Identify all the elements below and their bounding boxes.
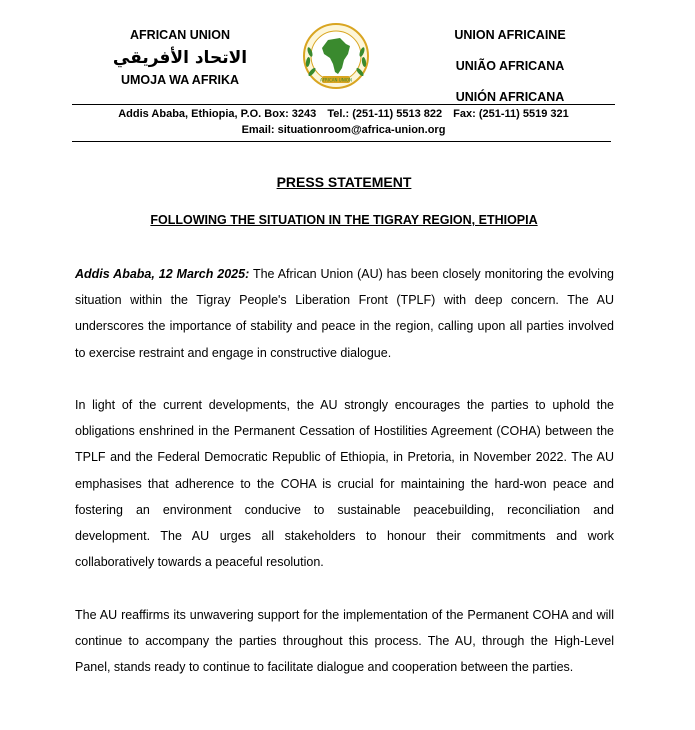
african-union-emblem-icon: [302, 22, 370, 90]
fax: Fax: (251-11) 5519 321: [453, 108, 569, 120]
email: Email: situationroom@africa-union.org: [241, 124, 446, 136]
paragraph-2: In light of the current developments, the AU strongly encourages the parties to uphold the obligations enshrined in the Permanent Cessation of Hostilities Agreement (COHA) between the TPLF and the Federal Democratic Republic of Ethiopia, in Pretoria, in November 2022. The AU emphasises that adherence to the COHA is crucial for maintaining the hard-won peace and fostering an environment conducive to sustainable peacebuilding, reconciliation and development. The AU urges all stakeholders to honour their commitments and work collaboratively towards a peaceful resolution.: [75, 398, 614, 570]
postal-address: Addis Ababa, Ethiopia, P.O. Box: 3243: [118, 108, 317, 120]
dateline: Addis Ababa, 12 March 2025:: [75, 267, 250, 281]
document-subtitle: FOLLOWING THE SITUATION IN THE TIGRAY REGION, ETHIOPIA: [150, 213, 538, 227]
document-title: PRESS STATEMENT: [276, 174, 412, 190]
emblem-text: AFRICAN UNION: [319, 77, 353, 83]
paragraph-1: [75, 261, 614, 366]
contact-block: [72, 106, 615, 138]
name-french: UNION AFRICAINE: [454, 28, 566, 42]
name-portuguese: UNIÃO AFRICANA: [455, 59, 565, 73]
header-divider-top: [72, 104, 615, 105]
telephone: Tel.: (251-11) 5513 822: [327, 108, 443, 120]
name-english: AFRICAN UNION: [130, 28, 230, 42]
name-arabic: الاتحاد الأفريقي: [112, 48, 248, 68]
paragraph-3: The AU reaffirms its unwavering support for the implementation of the Permanent COHA and will continue to accompany the parties throughout this process. The AU, through the High-Level Panel, stands ready to continue to facilitate dialogue and cooperation between the parties.: [75, 608, 614, 675]
header-divider-bottom: [72, 141, 611, 142]
name-spanish: UNIÓN AFRICANA: [455, 90, 565, 104]
header-left-names: [100, 26, 260, 88]
name-swahili: UMOJA WA AFRIKA: [120, 73, 240, 87]
paragraph-1-text: The African Union (AU) has been closely monitoring the evolving situation within the Tigray People's Liberation Front (TPLF) with deep concern. The AU underscores the importance of stability and peace in the region, calling upon all parties involved to exercise restraint and engage in constructive dialogue.: [75, 267, 614, 360]
